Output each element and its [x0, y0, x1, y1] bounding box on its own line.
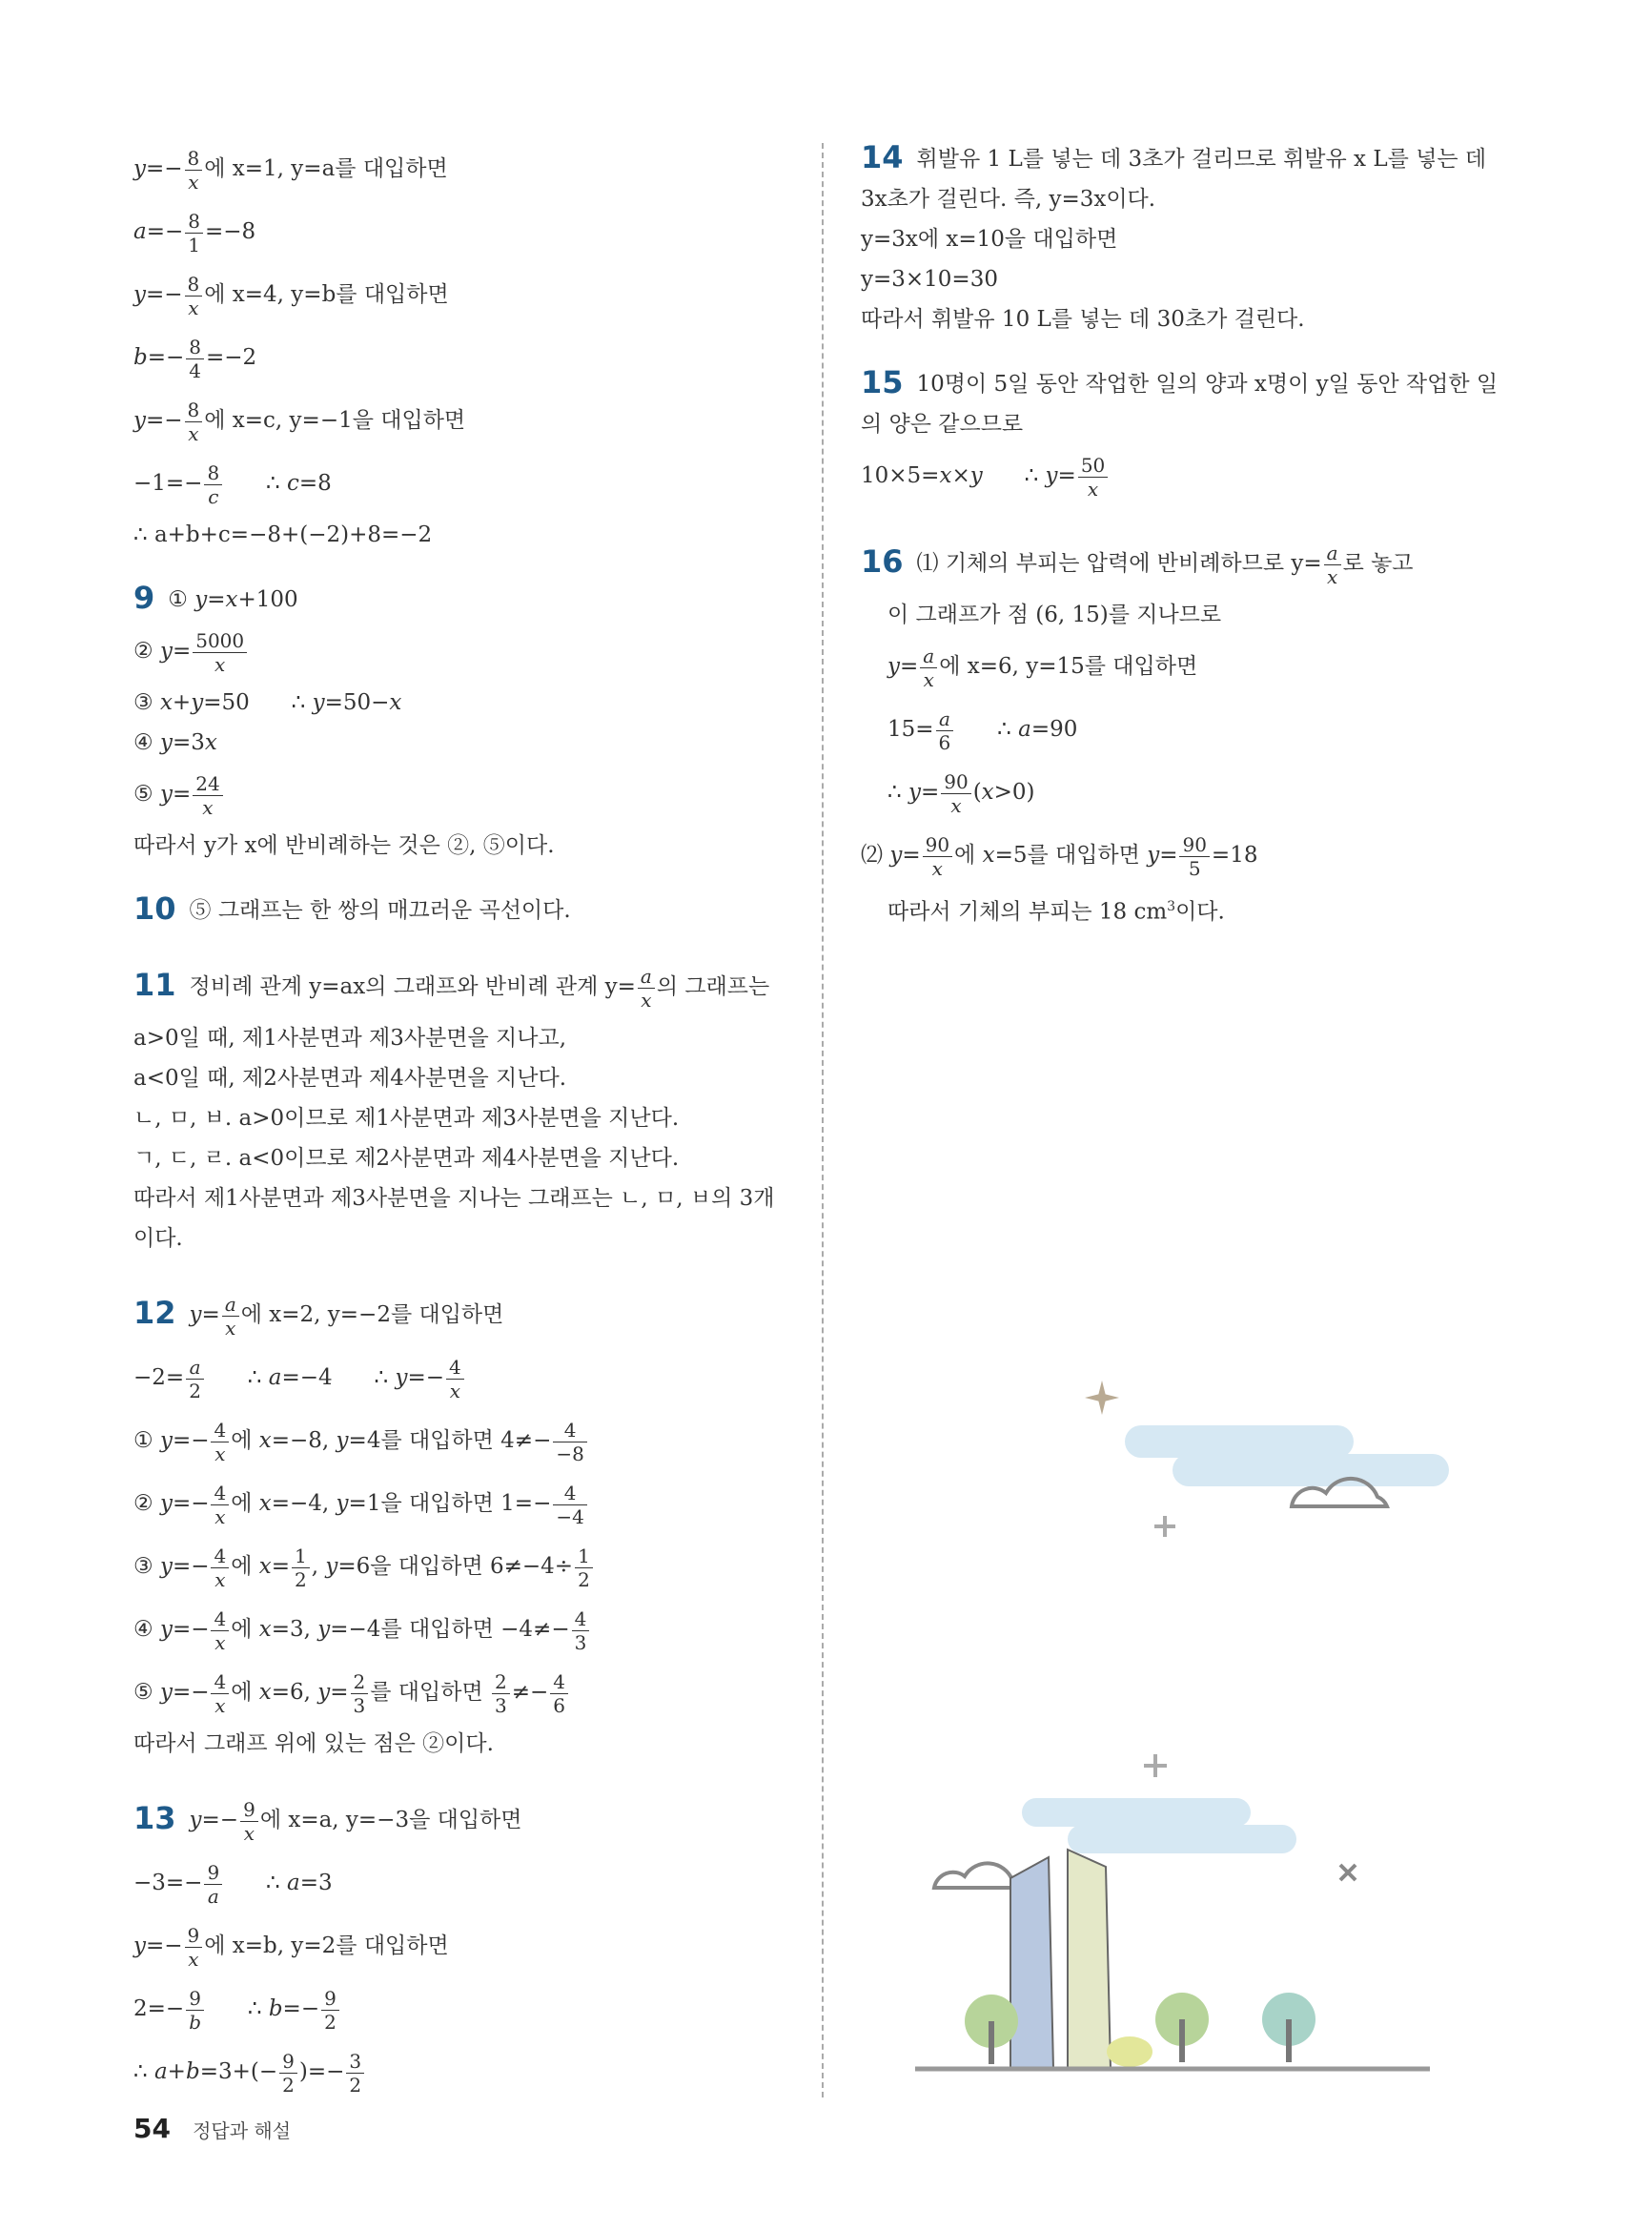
answer-8-line-7: ∴ a+b+c=−8+(−2)+8=−2	[133, 522, 433, 547]
cloud-bar	[1173, 1454, 1449, 1486]
question-14-line: 따라서 휘발유 10 L를 넣는 데 30초가 걸린다.	[861, 307, 1305, 332]
question-16-lead: 16 ⑴ 기체의 부피는 압력에 반비례하므로 y= $\frac{a}{x}$ 로 놓고	[861, 541, 1414, 588]
question-12-item-3: ③ y=− $\frac{4}{x}$ 에 x= $\frac{1}{2}$ , y=6을 대입하면 6≠−4÷ $\frac{1}{2}$	[133, 1535, 801, 1598]
question-9-item-4: ④ y=3x	[133, 730, 217, 755]
question-16-line: 이 그래프가 점 (6, 15)를 지나므로	[887, 603, 1222, 627]
question-13-lead: 13 y=− $\frac{9}{x}$ 에 x=a, y=−3을 대입하면	[133, 1797, 522, 1845]
close-icon	[1340, 1865, 1356, 1880]
footer-label: 정답과 해설	[193, 2119, 292, 2142]
question-14-line: 3x초가 걸린다. 즉, y=3x이다.	[861, 187, 1156, 212]
cloud-bar	[1022, 1798, 1251, 1827]
question-15-line: 10×5=x×y ∴ y= $\frac{50}{x}$	[861, 444, 1528, 507]
tree-trunk	[989, 2021, 994, 2064]
question-15-line: 의 양은 같으므로	[861, 412, 1024, 437]
question-9-conclusion: 따라서 y가 x에 반비례하는 것은 ②, ⑤이다.	[133, 833, 555, 858]
question-13-line: −3=− $\frac{9}{a}$ ∴ a=3	[133, 1860, 333, 1908]
question-12-line: −2= $\frac{a}{2}$ ∴ a=−4 ∴ y=− $\frac{4}{x}$	[133, 1346, 801, 1409]
building	[1010, 1857, 1053, 2069]
question-12-item-1: ① y=− $\frac{4}{x}$ 에 x=−8, y=4를 대입하면 4≠− $\frac{4}{-8}$	[133, 1409, 801, 1472]
right-column	[861, 137, 1528, 932]
answer-8-line-1: y=− $\frac{8}{x}$ 에 x=1, y=a를 대입하면	[133, 146, 448, 194]
question-11-lead: 11 정비례 관계 y=ax의 그래프와 반비례 관계 y= $\frac{a}{x}$ 의 그래프는	[133, 964, 770, 1012]
cloud-icon	[934, 1863, 1022, 1888]
question-15-line: 15 10명이 5일 동안 작업한 일의 양과 x명이 y일 동안 작업한 일	[861, 364, 1499, 400]
question-9-item-5: ⑤ y= $\frac{24}{x}$	[133, 763, 801, 826]
question-number: 10	[133, 890, 176, 927]
cloud-bar	[1125, 1425, 1354, 1458]
tree-trunk	[1286, 2019, 1292, 2062]
question-9-item-1: 9 ① y=x+100	[133, 580, 298, 616]
plus-icon	[1144, 1754, 1167, 1777]
question-11-line: ㄱ, ㄷ, ㄹ. a<0이므로 제2사분면과 제4사분면을 지난다.	[133, 1146, 680, 1171]
bush	[1107, 2036, 1152, 2067]
question-9-item-2: ② y= $\frac{5000}{x}$	[133, 620, 801, 683]
answer-8-line-4: b=− $\frac{8}{4}$ =−2	[133, 335, 257, 382]
answer-8-line-5: y=− $\frac{8}{x}$ 에 x=c, y=−1을 대입하면	[133, 398, 466, 445]
question-14-line: 14 휘발유 1 L를 넣는 데 3초가 걸리므로 휘발유 x L를 넣는 데	[861, 139, 1487, 175]
question-16-conclusion: 따라서 기체의 부피는 18 $cm^3$이다.	[887, 899, 1225, 925]
question-12-conclusion: 따라서 그래프 위에 있는 점은 ②이다.	[133, 1731, 494, 1756]
answer-8-line-3: y=− $\frac{8}{x}$ 에 x=4, y=b를 대입하면	[133, 272, 449, 319]
question-11-line: a<0일 때, 제2사분면과 제4사분면을 지난다.	[133, 1066, 567, 1091]
question-16-part-2: ⑵ y= $\frac{90}{x}$ 에 x=5를 대입하면 y= $\frac{90}{5}$ =18	[861, 832, 1258, 880]
question-12-item-4: ④ y=− $\frac{4}{x}$ 에 x=3, y=−4를 대입하면 −4≠− $\frac{4}{3}$	[133, 1598, 801, 1661]
question-12-item-2: ② y=− $\frac{4}{x}$ 에 x=−4, y=1을 대입하면 1=− $\frac{4}{-4}$	[133, 1472, 801, 1535]
question-16-line: 15= $\frac{a}{6}$ ∴ a=90	[887, 706, 1078, 754]
column-divider	[822, 143, 824, 2097]
question-14-line: y=3x에 x=10을 대입하면	[861, 227, 1118, 252]
question-number: 11	[133, 967, 176, 1003]
sparkle-icon	[1085, 1381, 1119, 1415]
question-13-line: 2=− $\frac{9}{b}$ ∴ b=− $\frac{9}{2}$	[133, 1977, 801, 2040]
question-11-line: ㄴ, ㅁ, ㅂ. a>0이므로 제1사분면과 제3사분면을 지난다.	[133, 1106, 680, 1131]
question-number: 13	[133, 1800, 176, 1836]
question-number: 9	[133, 580, 155, 616]
answer-8-line-6: −1=− $\frac{8}{c}$ ∴ c=8	[133, 460, 332, 508]
page-number: 54	[133, 2113, 171, 2144]
question-number: 15	[861, 364, 904, 400]
left-column	[133, 137, 801, 2103]
question-14-line: y=3×10=30	[861, 267, 998, 292]
answer-8-line-2: a=− $\frac{8}{1}$ =−8	[133, 209, 256, 256]
question-9-item-3: ③ x+y=50 ∴ y=50−x	[133, 690, 402, 715]
question-number: 14	[861, 139, 904, 175]
city-skyline-illustration	[915, 1754, 1439, 2078]
question-11-line: 따라서 제1사분면과 제3사분면을 지나는 그래프는 ㄴ, ㅁ, ㅂ의 3개	[133, 1186, 775, 1211]
question-number: 12	[133, 1295, 176, 1331]
question-number: 16	[861, 543, 904, 580]
tree-trunk	[1179, 2019, 1185, 2062]
question-12-item-5: ⑤ y=− $\frac{4}{x}$ 에 x=6, y= $\frac{2}{3}$ 를 대입하면 $\frac{2}{3}$ ≠− $\frac{4}{6}$	[133, 1661, 801, 1724]
question-11-line: a>0일 때, 제1사분면과 제3사분면을 지나고,	[133, 1026, 567, 1051]
question-16-line: ∴ y= $\frac{90}{x}$ (x>0)	[887, 769, 1035, 817]
question-16-line: y= $\frac{a}{x}$ 에 x=6, y=15를 대입하면	[887, 644, 1198, 691]
cloud-sparkle-illustration	[1077, 1373, 1458, 1545]
page-footer	[133, 2113, 291, 2144]
building	[1068, 1850, 1111, 2069]
question-13-line: y=− $\frac{9}{x}$ 에 x=b, y=2를 대입하면	[133, 1923, 449, 1971]
question-11-line: 이다.	[133, 1226, 183, 1251]
question-13-line: ∴ a+b=3+(− $\frac{9}{2}$ )=− $\frac{3}{2}$	[133, 2040, 801, 2103]
plus-icon	[1154, 1516, 1175, 1537]
question-12-lead: 12 y= $\frac{a}{x}$ 에 x=2, y=−2를 대입하면	[133, 1292, 504, 1340]
question-10: 10 ⑤ 그래프는 한 쌍의 매끄러운 곡선이다.	[133, 890, 571, 927]
cloud-bar	[1068, 1825, 1296, 1853]
